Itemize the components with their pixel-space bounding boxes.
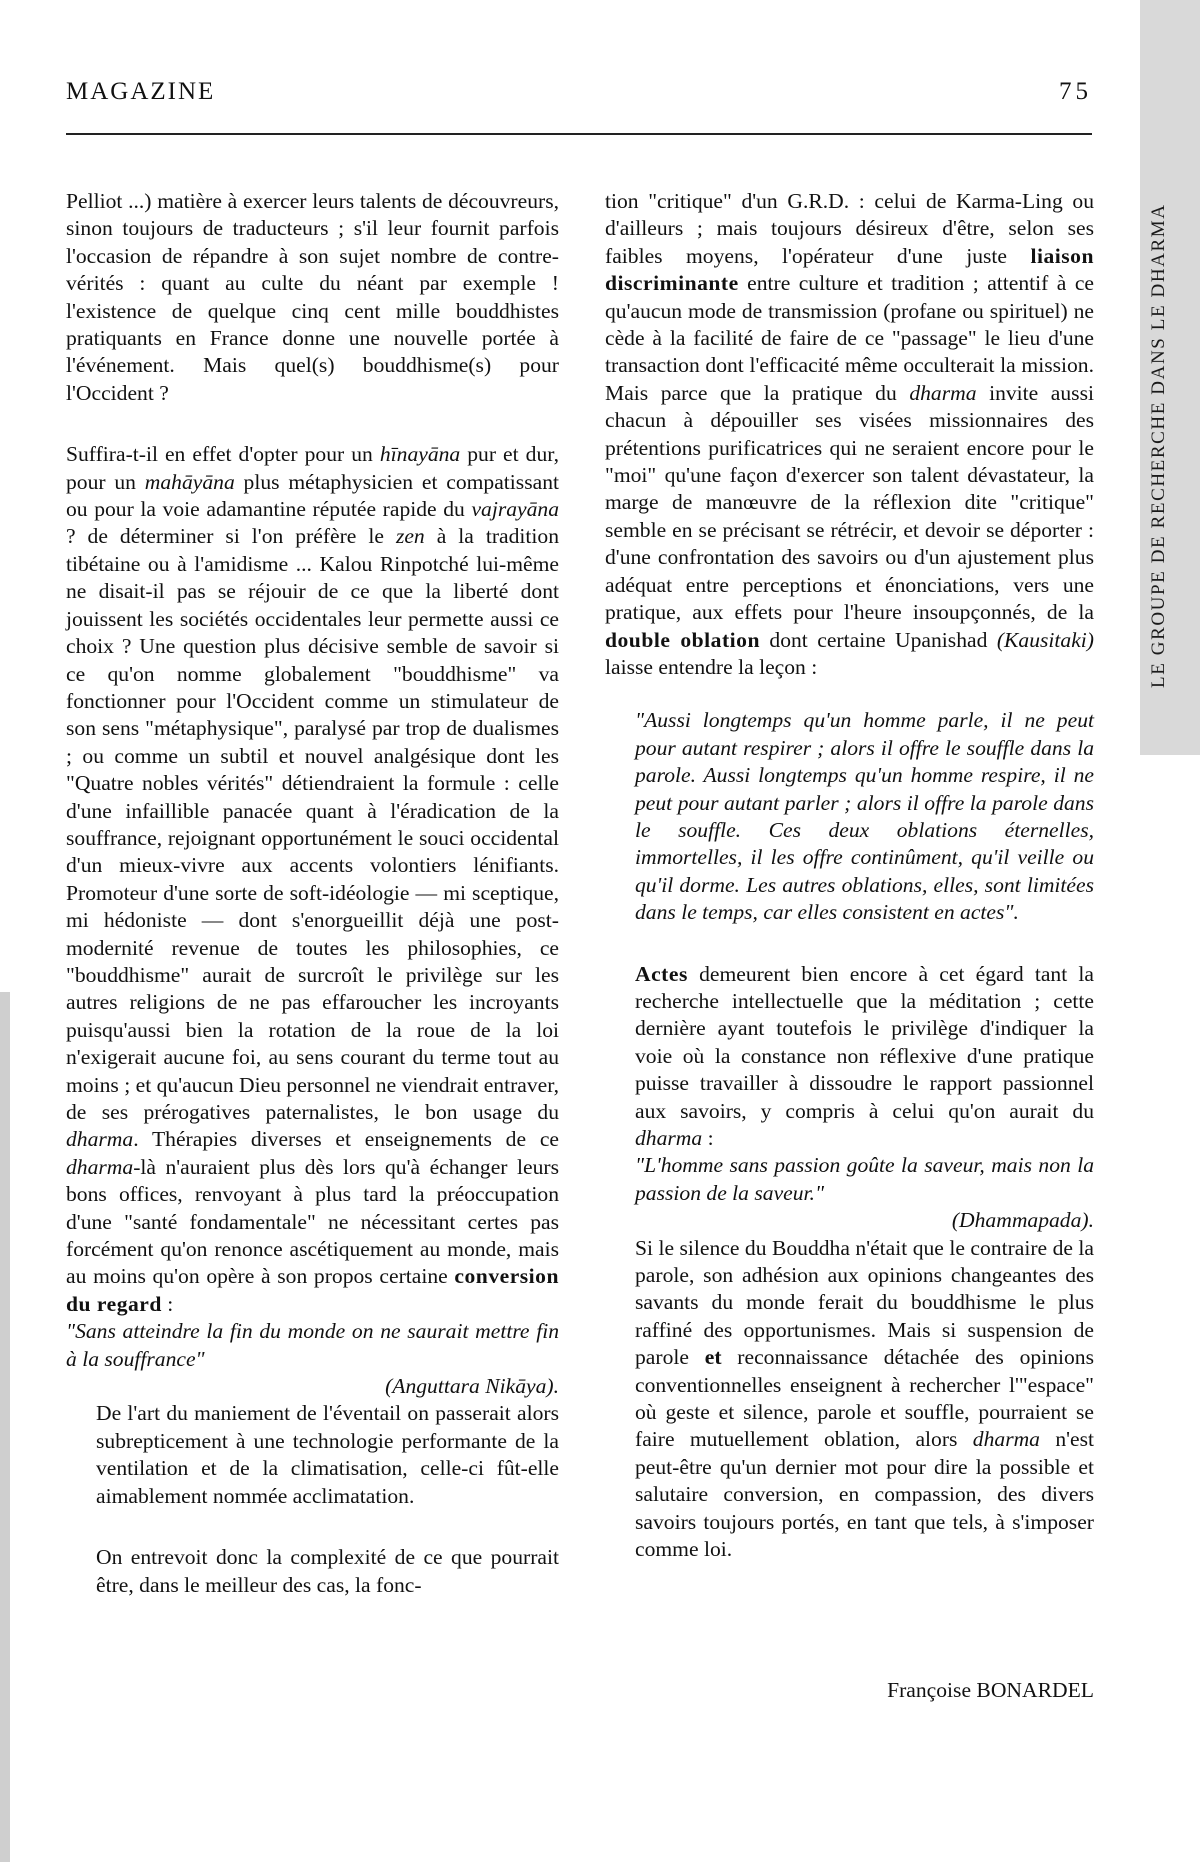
paragraph: On entrevoit donc la complexité de ce que pourrait être, dans le meilleur des cas, la fonc- xyxy=(96,1545,559,1597)
term: hīnayāna xyxy=(379,442,461,467)
text: : xyxy=(702,1126,714,1150)
text: demeurent bien encore à cet égard tant la recherche intellectuelle que la méditation ; cette dernière ayant toutefois le privilège d'indiquer la voie où la constance non réflexive d'une pratique puisse travailler à dissoudre le rapport passionnel aux savoirs, y compris à celui qu'on aurait du xyxy=(635,961,1094,1123)
text: reconnaissance détachée des opinions conventionnelles enseignent à rechercher l'"espace" où geste et silence, parole et souffle, pourraient se faire mutuellement oblation, alors xyxy=(635,1345,1094,1452)
citation: (Dhammapada). xyxy=(951,1208,1094,1233)
emphasis: liaison discriminante xyxy=(605,243,1094,296)
text: dont certaine Upanishad xyxy=(759,627,997,652)
text: ? de déterminer si l'on préfère le xyxy=(66,524,396,549)
text: Suffira-t-il en effet d'opter pour un xyxy=(66,442,380,467)
paragraph xyxy=(605,188,1094,681)
emphasis: double oblation xyxy=(605,627,760,652)
term: dharma xyxy=(635,1126,703,1150)
term: vajrayāna xyxy=(471,497,559,522)
term: dharma xyxy=(66,1154,134,1179)
term: dharma xyxy=(66,1127,134,1152)
text: invite aussi chacun à dépouiller ses visées missionnaires des prétentions purificatrices qui ne seraient encore pour le "moi" qu'une façon d'exercer son talent dévastateur, la marge de manœuvre de la réflexion dite "critique" semble en se précisant se rétrécir, et devoir se déporter : d'une confrontation des savoirs ou d'un ajustement plus adéquat entre perceptions et énonciations, vers une pratique, aux effets pour l'heure insoupçonnés, de la xyxy=(605,380,1094,625)
emphasis: conversion du regard xyxy=(66,1264,559,1316)
term: (Kausitaki) xyxy=(996,627,1094,652)
text: . Thérapies diverses et enseignements de ce xyxy=(133,1127,559,1152)
term: zen xyxy=(395,524,425,549)
term: dharma xyxy=(972,1427,1040,1452)
paragraph: De l'art du maniement de l'éventail on passerait alors subrepticement à une technologie performante de la ventilation et de la climatisation, celle-ci fût-elle aimablement nommée acclimatation. xyxy=(96,1401,559,1508)
text: entre culture et tradition ; attentif à ce qu'aucun mode de transmission (profane ou spirituel) ne cède à la facilité de faire de ce "passage" le lieu d'une transaction dont l'efficacité même occulterait la mission. Mais parce que la pratique du xyxy=(605,271,1094,405)
text: tion "critique" d'un G.R.D. : celui de Karma-Ling ou d'ailleurs ; mais toujours désireux d'être, selon ses faibles moyens, l'opérateur d'une juste xyxy=(605,189,1094,268)
text: : xyxy=(161,1291,174,1316)
text: -là n'auraient plus dès lors qu'à échanger leurs bons offices, renvoyant à plus tard la préoccupation d'une "santé fondamentale" ne nécessitant certes pas forcément qu'on renonce ascétiquement au monde, mais au moins qu'on opère à son propos certaine xyxy=(66,1154,559,1289)
citation: (Anguttara Nikāya). xyxy=(385,1374,559,1399)
term: dharma xyxy=(909,380,977,405)
paragraph xyxy=(605,1235,1094,1564)
emphasis: Actes xyxy=(635,961,688,986)
text: laisse entendre la leçon : xyxy=(605,654,818,679)
page-header xyxy=(66,78,1092,106)
right-column xyxy=(605,188,1094,1564)
text: plus métaphysicien et compatissant ou pour la voie adamantine réputée rapide du xyxy=(66,469,559,522)
author-signature: Françoise BONARDEL xyxy=(887,1678,1094,1702)
section-label: LE GROUPE DE RECHERCHE DANS LE DHARMA xyxy=(1148,203,1169,688)
paragraph xyxy=(66,441,559,1318)
paragraph xyxy=(66,188,559,407)
paragraph xyxy=(605,961,1094,1153)
text: pur et dur, pour un xyxy=(66,442,559,494)
text: à la tradition tibétaine ou à l'amidisme ... Kalou Rinpotché lui-même ne disait-il pas se réjouir de ce que la liberté dont jouissent les sociétés occidentales leur permette aussi ce choix ? Une question plus décisive semble de savoir si ce qu'on nomme globalement "bouddhisme" va fonctionner pour l'Occident comme un stimulateur de son sens "métaphysique", paralysé par trop de dualismes ; ou comme un subtil et nouvel analgésique dont les "Quatre nobles vérités" détiendraient la formule : celle d'une infaillible panacée quant à l'éradication de la souffrance, rejoignant opportunément le souci occidental d'un mieux-vivre aux accents volontiers lénifiants. Promoteur d'une sorte de soft-idéologie — mi sceptique, mi hédoniste — dont s'enorgueillit déjà une post-modernité revenue de toutes les philosophies, ce "bouddhisme" aurait de surcroît le privilège sur les autres religions de ne pas effaroucher les incroyants puisqu'aussi bien la rotation de la roue de la loi n'exigerait aucune foi, au sens courant du terme tout au moins ; et qu'aucun Dieu personnel ne viendrait entraver, de ses prérogatives paternalistes, le bon usage du xyxy=(66,524,560,1124)
header-rule xyxy=(66,133,1092,135)
magazine-title: MAGAZINE xyxy=(66,78,216,105)
term: mahāyāna xyxy=(144,469,235,494)
text: Si le silence du Bouddha n'était que le contraire de la parole, son adhésion aux opinions changeantes des savants du monde ferait du bouddhisme le plus raffiné des opportunismes. Mais si suspension de parole xyxy=(635,1235,1094,1370)
text: Pelliot ...) matière à exercer leurs talents de découvreurs, sinon toujours de traducteurs ; s'il leur fournit parfois l'occasion de répandre à son sujet nombre de contre-vérités : quant au culte du néant par exemple ! l'existence de quelque cinq cent mille bouddhistes pratiquants en France donne une nouvelle portée à l'événement. Mais quel(s) bouddhisme(s) pour l'Occident ? xyxy=(66,189,559,405)
page-number: 75 xyxy=(1059,78,1092,105)
quotation: "Sans atteindre la fin du monde on ne saurait mettre fin à la souffrance" xyxy=(66,1319,559,1371)
quotation: "L'homme sans passion goûte la saveur, mais non la passion de la saveur." xyxy=(635,1153,1094,1205)
left-column xyxy=(66,188,559,1599)
emphasis: et xyxy=(704,1345,722,1370)
text: n'est peut-être qu'un dernier mot pour dire la possible et salutaire conversion, en compassion, des divers savoirs toujours portés, en tant que tels, à s'imposer comme loi. xyxy=(635,1427,1094,1562)
quotation: "Aussi longtemps qu'un homme parle, il ne peut pour autant respirer ; alors il offre le souffle dans la parole. Aussi longtemps qu'un homme respire, il ne peut pour autant parler ; alors il offre la parole dans le souffle. Ces deux oblations éternelles, immortelles, il les offre continûment, qu'il veille ou qu'il dorme. Les autres oblations, elles, sont limitées dans le temps, car elles consistent en actes". xyxy=(635,708,1094,925)
scan-edge-shadow xyxy=(0,992,10,1862)
